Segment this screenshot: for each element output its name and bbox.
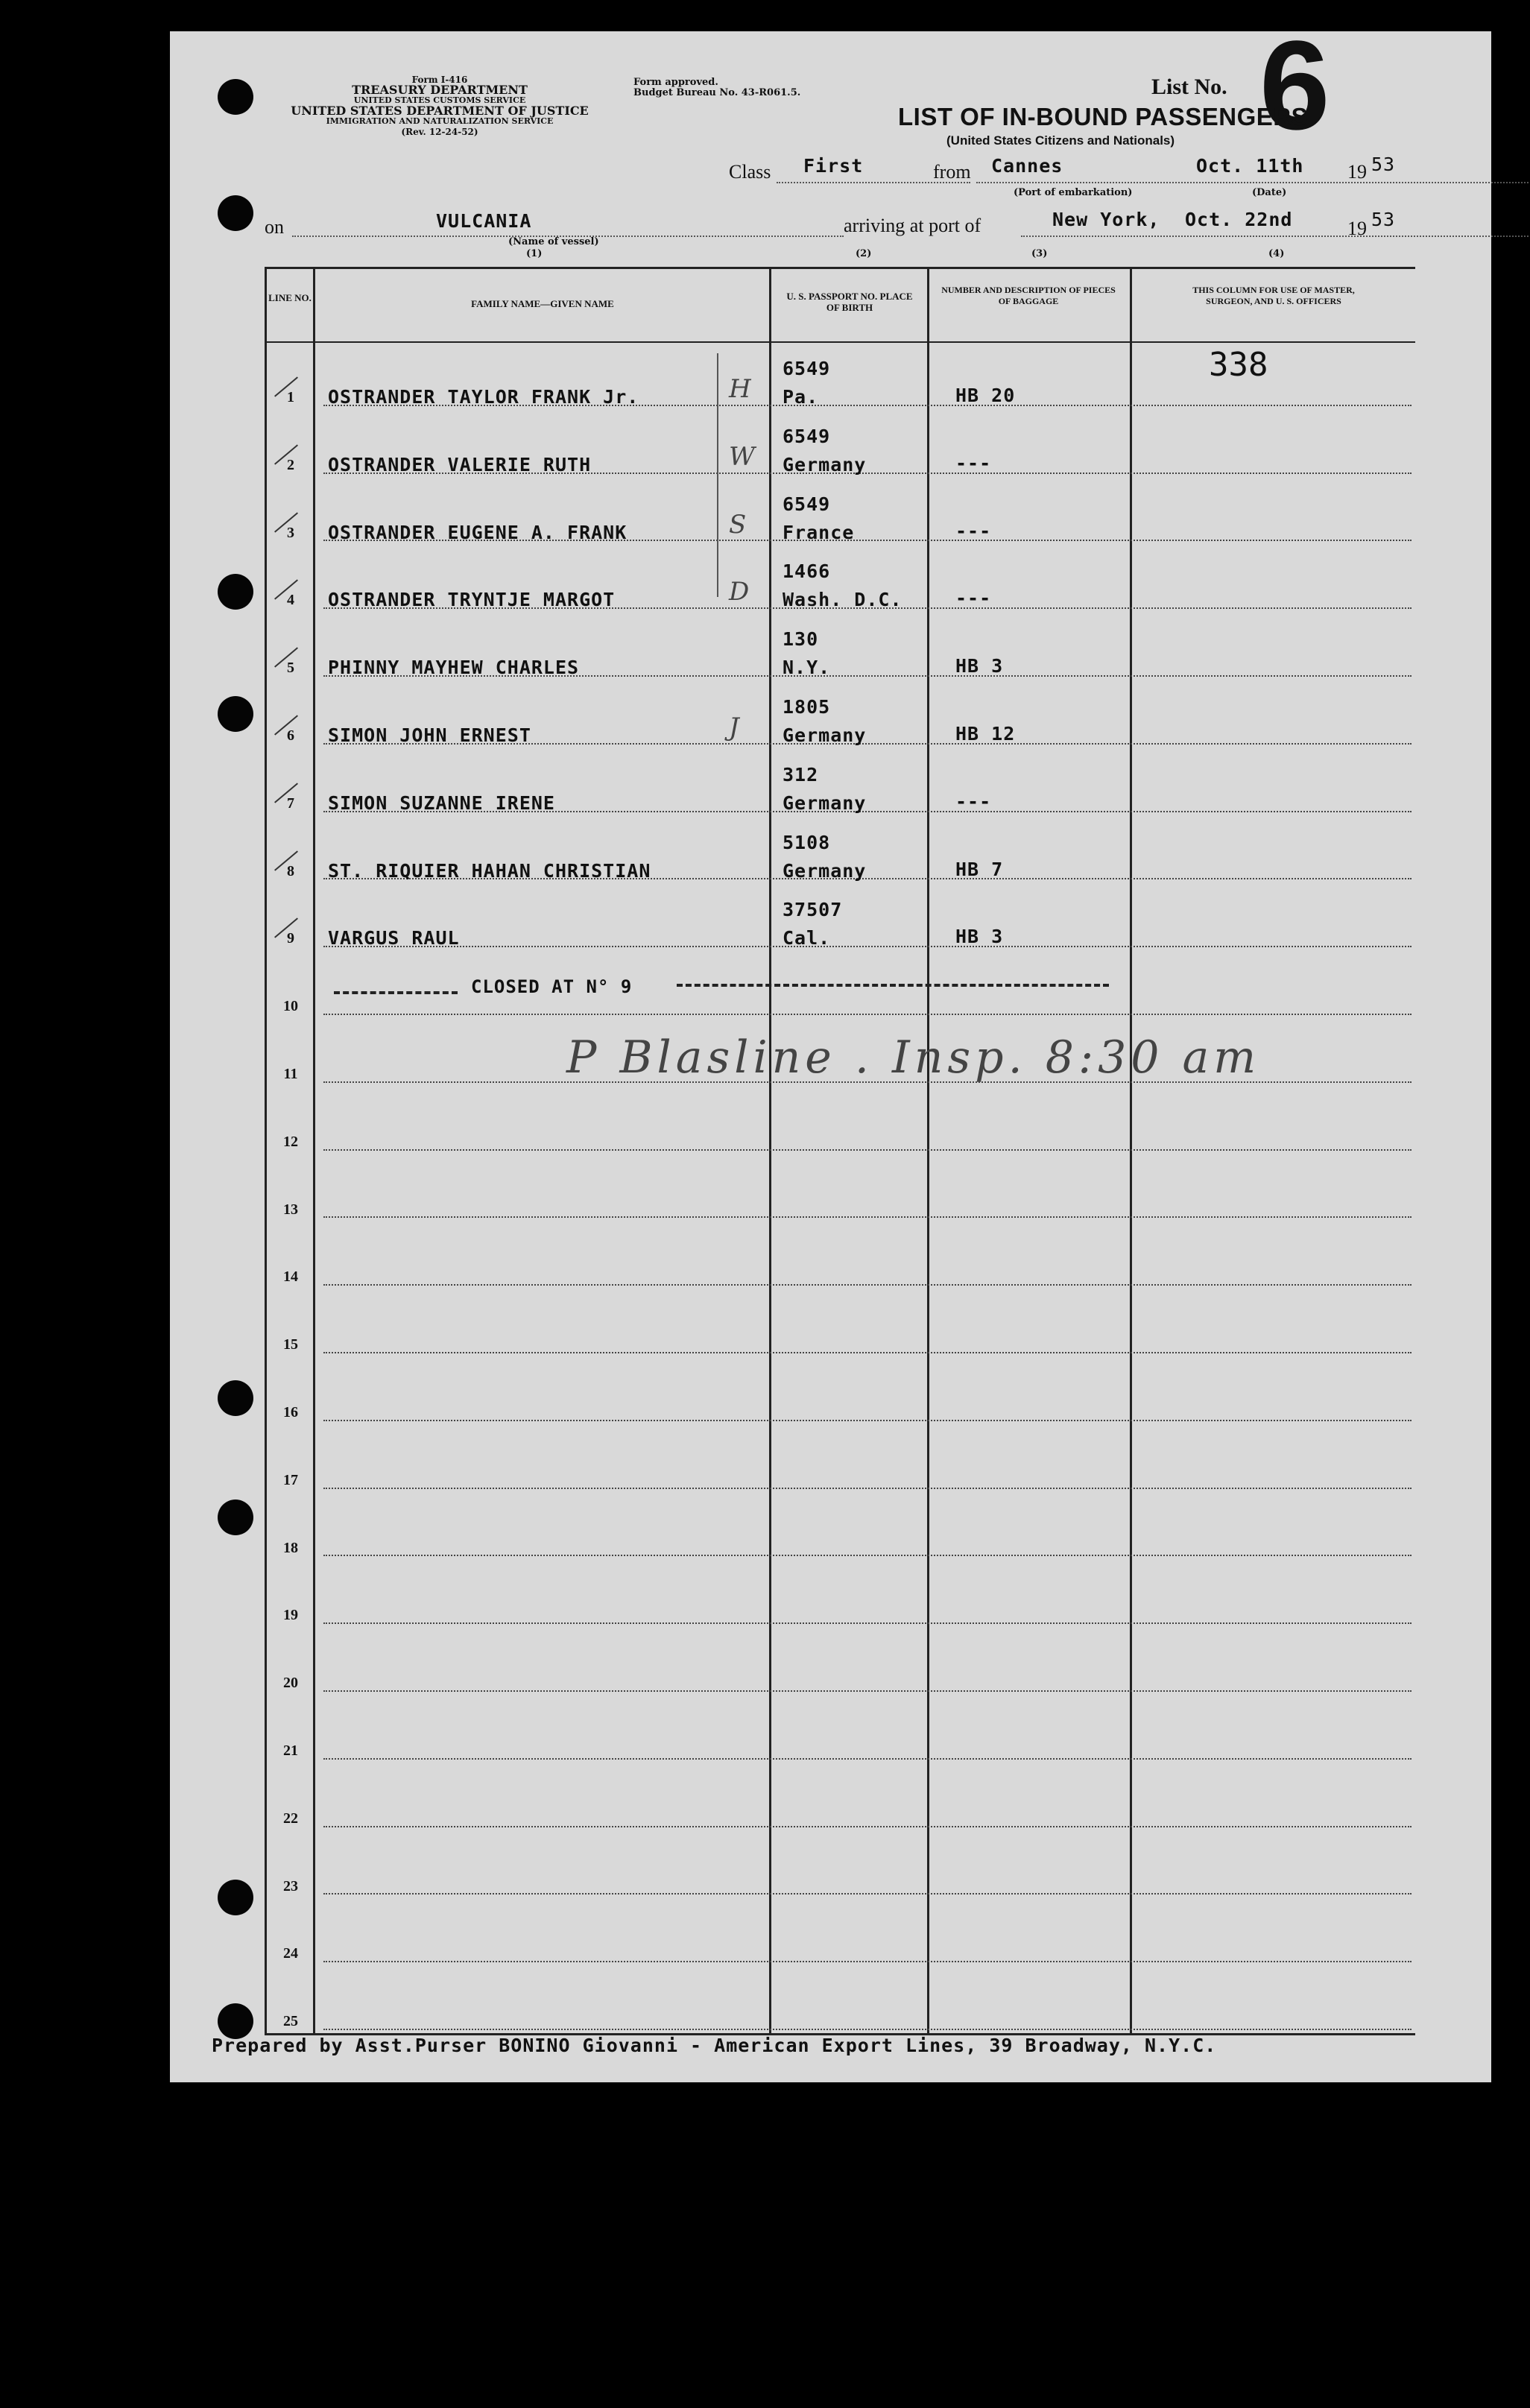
line-number: 14 [283, 1268, 298, 1286]
place-of-birth: Cal. [783, 927, 831, 949]
prepared-by-footer: Prepared by Asst.Purser BONINO Giovanni - American Export Lines, 39 Broadway, N.Y.C. [212, 2035, 1217, 2056]
col-header-passport: U. S. PASSPORT NO. PLACE OF BIRTH [786, 291, 913, 313]
line-number: 8 [287, 862, 294, 879]
arrival-port: New York, [1052, 209, 1160, 230]
list-number: 6 [1259, 15, 1330, 157]
place-of-birth: Wash. D.C. [783, 589, 902, 611]
form-agency-block [253, 75, 626, 137]
row-line [323, 2029, 1412, 2030]
binder-hole [218, 696, 253, 732]
passport-number: 37507 [783, 899, 843, 921]
binder-hole [218, 574, 253, 610]
header-bottom-border [265, 341, 1415, 343]
passenger-name: SIMON SUZANNE IRENE [328, 791, 555, 814]
family-bracket [717, 353, 718, 597]
line-number: 15 [283, 1336, 298, 1353]
embarkation-port: Cannes [991, 155, 1063, 177]
class-value: First [803, 155, 864, 177]
baggage-description: HB 12 [955, 723, 1016, 745]
inspection-note: P Blasline . Insp. 8:30 am [566, 1031, 1261, 1084]
line-number: 20 [283, 1675, 298, 1692]
row-line [323, 1555, 1412, 1556]
passport-number: 1466 [783, 560, 831, 583]
line-number: 19 [283, 1607, 298, 1624]
line-number: 11 [283, 1066, 298, 1082]
row-line [323, 1488, 1412, 1489]
customs-label: UNITED STATES CUSTOMS SERVICE [353, 95, 526, 105]
document-subtitle: (United States Citizens and Nationals) [946, 133, 1175, 148]
baggage-description: --- [955, 452, 992, 474]
row-line [323, 1758, 1412, 1760]
passenger-name: OSTRANDER TRYNTJE MARGOT [328, 589, 616, 611]
row-line [323, 1893, 1412, 1895]
document-title: LIST OF IN-BOUND PASSENGERS [898, 103, 1309, 130]
date-caption: (Date) [1252, 187, 1287, 198]
line-number: 10 [283, 998, 298, 1015]
row-line [323, 1826, 1412, 1827]
passenger-name: OSTRANDER VALERIE RUTH [328, 453, 592, 475]
arrival-year: 53 [1371, 209, 1396, 230]
list-no-label: List No. [1151, 75, 1227, 99]
line-number: 9 [287, 930, 294, 947]
row-line [323, 1352, 1412, 1353]
row-line [323, 1690, 1412, 1692]
baggage-description: HB 20 [955, 385, 1016, 406]
column-caption-3: (3) [1031, 248, 1048, 259]
place-of-birth: Germany [783, 724, 867, 746]
relation-mark: S [729, 509, 747, 540]
baggage-description: --- [955, 519, 992, 542]
place-of-birth: N.Y. [783, 657, 831, 679]
col-header-baggage: NUMBER AND DESCRIPTION OF PIECES OF BAGGAGE [941, 285, 1116, 306]
column-caption-1: (1) [526, 248, 543, 259]
baggage-description: --- [955, 587, 992, 610]
table-left-border [265, 267, 267, 2035]
line-number: 17 [283, 1471, 298, 1488]
line-number: 24 [283, 1945, 298, 1962]
revision-label: (Rev. 12-24-52) [401, 127, 478, 137]
line-number: 21 [283, 1742, 298, 1759]
passport-number: 312 [783, 763, 819, 786]
line-number: 23 [283, 1877, 298, 1895]
name-divider [769, 267, 771, 2035]
class-label: Class [729, 161, 771, 183]
row-line [323, 946, 1412, 947]
line-number: 6 [287, 727, 294, 744]
passport-number: 6549 [783, 358, 831, 379]
line-number: 25 [283, 2013, 298, 2030]
arrival-date: Oct. 22nd [1185, 209, 1293, 230]
passenger-name: ST. RIQUIER HAHAN CHRISTIAN [328, 859, 651, 882]
passport-number: 5108 [783, 831, 831, 853]
from-field-line [976, 182, 1530, 183]
row-line [323, 1420, 1412, 1421]
arriving-label: arriving at port of [844, 215, 981, 236]
line-number: 2 [287, 456, 294, 473]
from-label: from [933, 161, 971, 183]
row-line [323, 1216, 1412, 1218]
place-of-birth: Germany [783, 453, 867, 475]
line-number: 16 [283, 1404, 298, 1421]
approval-block [633, 78, 800, 98]
on-label: on [265, 216, 284, 238]
treasury-label: TREASURY DEPARTMENT [352, 83, 528, 97]
binder-hole [218, 79, 253, 115]
year-value: 53 [1371, 154, 1396, 175]
line-number: 1 [287, 389, 294, 405]
place-of-birth: Pa. [783, 386, 819, 408]
passenger-name: OSTRANDER TAYLOR FRANK Jr. [328, 386, 639, 408]
passport-number: 130 [783, 628, 819, 651]
binder-hole [218, 1380, 253, 1416]
column-caption-4: (4) [1268, 248, 1285, 259]
baggage-description: HB 3 [955, 655, 1004, 677]
arrival-field-line [1021, 236, 1530, 237]
row-line [323, 1149, 1412, 1151]
relation-mark: J [729, 712, 739, 742]
row-line [323, 1014, 1412, 1015]
passport-number: 6549 [783, 425, 831, 447]
baggage-description: HB 7 [955, 858, 1004, 880]
year-prefix: 19 [1347, 161, 1367, 183]
closed-dash-left [334, 991, 458, 994]
place-of-birth: France [783, 521, 855, 543]
line-no-divider [313, 267, 315, 2035]
budget-bureau: Budget Bureau No. 43-R061.5. [633, 87, 801, 98]
line-number: 13 [283, 1201, 298, 1218]
line-number: 18 [283, 1539, 298, 1556]
column-caption-2: (2) [856, 248, 872, 259]
row-line [323, 1284, 1412, 1286]
passenger-name: OSTRANDER EUGENE A. FRANK [328, 521, 628, 543]
baggage-divider [1130, 267, 1132, 2035]
binder-hole [218, 2003, 253, 2039]
passport-number: 1805 [783, 696, 831, 718]
row-line [323, 1622, 1412, 1624]
line-number: 4 [287, 592, 294, 609]
table-top-border [265, 267, 1415, 269]
binder-hole [218, 1880, 253, 1915]
line-number: 3 [287, 524, 294, 541]
line-number: 5 [287, 660, 294, 677]
baggage-description: HB 3 [955, 926, 1004, 948]
closed-dash-right [677, 984, 1109, 987]
closed-marker: CLOSED AT N° 9 [471, 976, 633, 997]
binder-hole [218, 195, 253, 231]
passport-divider [927, 267, 929, 2035]
vessel-caption: (Name of vessel) [508, 236, 599, 247]
line-number: 7 [287, 794, 294, 812]
passenger-name: PHINNY MAYHEW CHARLES [328, 657, 580, 679]
line-number: 12 [283, 1133, 298, 1150]
place-of-birth: Germany [783, 859, 867, 882]
col-header-line: LINE NO. [268, 292, 312, 303]
relation-mark: H [729, 374, 751, 404]
ins-label: IMMIGRATION AND NATURALIZATION SERVICE [326, 116, 554, 126]
arrival-year-prefix: 19 [1347, 218, 1367, 239]
binder-hole [218, 1500, 253, 1535]
vessel-name: VULCANIA [436, 210, 532, 232]
baggage-description: --- [955, 790, 992, 812]
col-header-officers: THIS COLUMN FOR USE OF MASTER, SURGEON, AND U. S. OFFICERS [1192, 285, 1355, 306]
passenger-name: SIMON JOHN ERNEST [328, 724, 531, 746]
relation-mark: W [729, 441, 755, 472]
form-approved: Form approved. [633, 77, 718, 88]
row-line [323, 1961, 1412, 1962]
line-number: 22 [283, 1810, 298, 1827]
col-header-name: FAMILY NAME—GIVEN NAME [471, 298, 614, 309]
place-of-birth: Germany [783, 791, 867, 814]
form-number: Form I-416 [411, 75, 468, 85]
passport-number: 6549 [783, 493, 831, 515]
embarkation-date: Oct. 11th [1196, 155, 1304, 177]
justice-label: UNITED STATES DEPARTMENT OF JUSTICE [291, 104, 589, 118]
officer-note: 338 [1209, 346, 1268, 384]
embarkation-caption: (Port of embarkation) [1014, 187, 1133, 198]
passenger-name: VARGUS RAUL [328, 927, 460, 949]
relation-mark: D [729, 577, 750, 607]
